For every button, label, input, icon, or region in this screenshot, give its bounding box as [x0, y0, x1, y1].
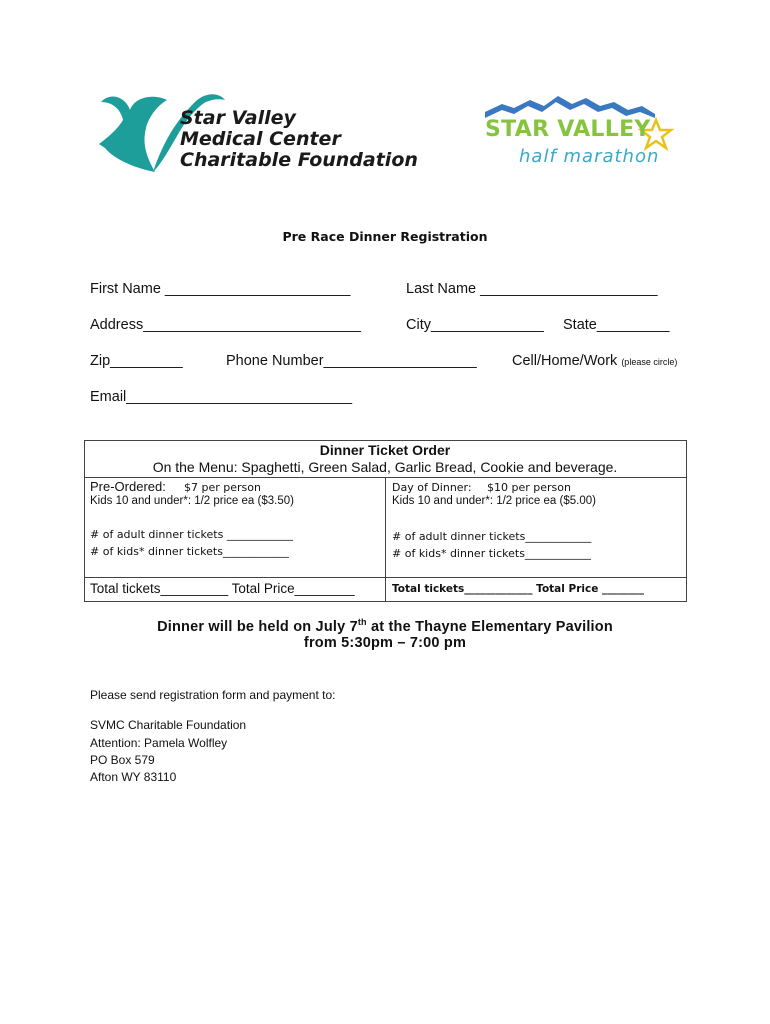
day-of-price: $10 per person	[487, 481, 571, 494]
state-field[interactable]: State_________	[563, 317, 670, 333]
logo-half-marathon-text: half marathon	[519, 146, 660, 167]
dinner-location-text: at the Thayne Elementary Pavilion	[366, 618, 613, 635]
day-adult-tickets-field[interactable]: # of adult dinner tickets____________	[392, 530, 592, 543]
pre-ordered-kids-price: Kids 10 and under*: 1/2 price ea ($3.50)	[90, 495, 294, 507]
phone-type-note: (please circle)	[621, 357, 678, 367]
dinner-location-text: Dinner will be held on July 7	[157, 618, 358, 635]
day-of-kids-price: Kids 10 and under*: 1/2 price ea ($5.00)	[392, 495, 596, 507]
day-kids-tickets-field[interactable]: # of kids* dinner tickets____________	[392, 547, 591, 560]
menu-description: On the Menu: Spaghetti, Green Salad, Garlic Bread, Cookie and beverage.	[152, 459, 618, 475]
mailing-po-box: PO Box 579	[90, 753, 155, 767]
pre-ordered-price: $7 per person	[184, 481, 261, 494]
city-field[interactable]: City______________	[406, 317, 544, 333]
logo-text-line: Medical Center	[180, 128, 341, 150]
logo-star-valley-text: STAR VALLEY	[485, 117, 651, 142]
dinner-location	[0, 617, 770, 635]
phone-type-field[interactable]	[512, 353, 677, 369]
day-of-label: Day of Dinner:	[392, 481, 472, 494]
email-field[interactable]: Email____________________________	[90, 389, 353, 405]
last-name-field[interactable]: Last Name ______________________	[406, 281, 658, 297]
table-divider	[385, 477, 386, 601]
pre-kids-tickets-field[interactable]: # of kids* dinner tickets____________	[90, 545, 289, 558]
phone-type-label: Cell/Home/Work	[512, 353, 618, 369]
zip-field[interactable]: Zip_________	[90, 353, 183, 369]
mailing-attention: Attention: Pamela Wolfley	[90, 736, 228, 750]
logo-text-line: Charitable Foundation	[180, 149, 418, 171]
date-suffix: th	[357, 617, 367, 627]
day-totals-field[interactable]: Total tickets_____________ Total Price ________	[392, 583, 644, 595]
foundation-logo-text	[180, 108, 418, 171]
pre-totals-field[interactable]: Total tickets_________ Total Price________	[90, 581, 355, 596]
page-title: Pre Race Dinner Registration	[282, 229, 488, 244]
first-name-field[interactable]: First Name _______________________	[90, 281, 351, 297]
address-field[interactable]: Address___________________________	[90, 317, 361, 333]
dinner-time: from 5:30pm – 7:00 pm	[303, 635, 467, 651]
phone-field[interactable]: Phone Number___________________	[226, 353, 477, 369]
ticket-order-heading: Dinner Ticket Order	[319, 442, 451, 458]
logo-text-line: Star Valley	[180, 107, 296, 129]
pre-adult-tickets-field[interactable]: # of adult dinner tickets ____________	[90, 528, 293, 541]
pre-ordered-label: Pre-Ordered:	[90, 479, 166, 494]
mailing-name: SVMC Charitable Foundation	[90, 718, 247, 732]
mailing-city: Afton WY 83110	[90, 770, 177, 784]
mailing-intro: Please send registration form and payment to:	[90, 688, 336, 702]
